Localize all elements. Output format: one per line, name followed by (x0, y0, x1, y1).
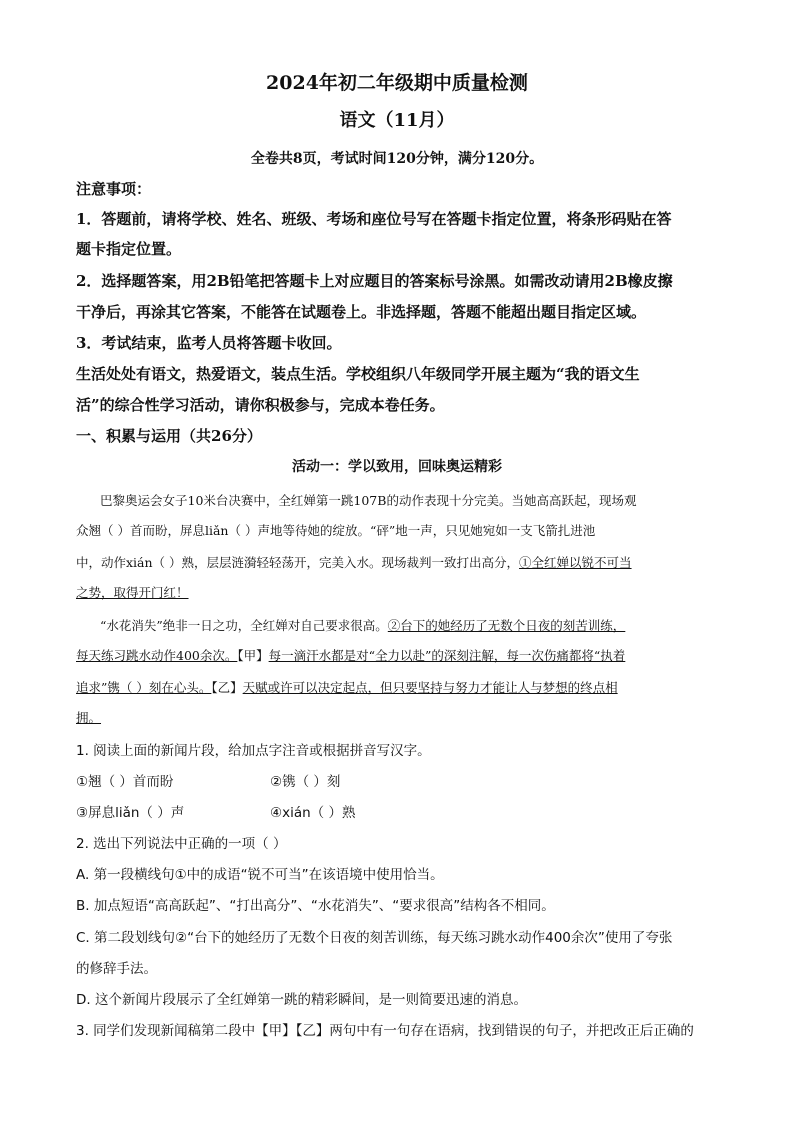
exam-info: 全卷共8页，考试时间120分钟，满分120分。 (250, 151, 544, 167)
notice-item: 题卡指定位置。 (76, 240, 182, 258)
notice-item: 2．选择题答案，用2B铅笔把答题卡上对应题目的答案标号涂黑。如需改动请用2B橡皮擦 (76, 272, 673, 290)
marker-yi: 【乙】 (211, 680, 243, 695)
sentence-jia: 每一滴汗水都是对“全力以赴”的深刻注解，每一次伤痛都将“执着 (268, 648, 626, 663)
underlined-sentence-2: ②台下的她经历了无数个日夜的刻苦训练， (387, 618, 626, 633)
sentence-yi: 天赋或许可以决定起点，但只要坚持与努力才能让人与梦想的终点相 (242, 680, 618, 695)
q1-option: ③屏息liǎn（ ）声 (76, 805, 185, 821)
q2-option: C. 第二段划线句②“台下的她经历了无数个日夜的刻苦训练，每天练习跳水动作400余次”使用了夸张 (76, 930, 673, 946)
passage-text: 追求”镌（ ）刻在心头。 (76, 680, 212, 695)
q2-option: D. 这个新闻片段展示了全红婵第一跳的精彩瞬间，是一则简要迅速的消息。 (76, 992, 527, 1008)
passage-line (100, 616, 625, 634)
notice-item: 3．考试结束，监考人员将答题卡收回。 (76, 334, 342, 352)
activity-heading: 活动一：学以致用，回味奥运精彩 (292, 459, 502, 475)
question-3: 3. 同学们发现新闻稿第二段中【甲】【乙】两句中有一句存在语病，找到错误的句子，并把改正后正确的 (76, 1023, 694, 1039)
q1-option: ②镌（ ）刻 (270, 774, 341, 790)
section-heading: 一、积累与运用（共26分） (76, 427, 262, 445)
question-2: 2. 选出下列说法中正确的一项（ ） (76, 836, 287, 852)
passage-text: “水花消失”绝非一日之功，全红婵对自己要求很高。 (100, 618, 388, 633)
passage-line (76, 646, 625, 664)
passage-line (76, 678, 618, 696)
passage-text: 中，动作xián（ ）熟，层层涟漪轻轻荡开，完美入水。现场裁判一致打出高分， (76, 555, 520, 570)
q2-option: A. 第一段横线句①中的成语“锐不可当”在该语境中使用恰当。 (76, 867, 444, 883)
marker-jia: 【甲】 (237, 648, 269, 663)
passage-line: 拥。 (76, 710, 102, 725)
passage-line: 众翘（ ）首而盼，屏息liǎn（ ）声地等待她的绽放。“砰”地一声，只见她宛如一支飞箭扎进池 (76, 523, 596, 538)
q1-option: ④xián（ ）熟 (270, 805, 356, 821)
notice-item: 1．答题前，请将学校、姓名、班级、考场和座位号写在答题卡指定位置，将条形码贴在答 (76, 210, 672, 228)
passage-line: 巴黎奥运会女子10米台决赛中，全红婵第一跳107B的动作表现十分完美。当她高高跃起，现场观 (100, 493, 637, 508)
notice-heading: 注意事项： (76, 180, 152, 198)
q2-option: B. 加点短语“高高跃起”、“打出高分”、“水花消失”、“要求很高”结构各不相同。 (76, 898, 555, 914)
exam-title: 2024年初二年级期中质量检测 (266, 72, 528, 94)
question-1: 1. 阅读上面的新闻片段，给加点字注音或根据拼音写汉字。 (76, 743, 431, 759)
passage-line (76, 553, 632, 571)
q1-option: ①翘（ ）首而盼 (76, 774, 174, 790)
passage-text: 每天练习跳水动作400余次。 (76, 648, 238, 663)
intro-text: 生活处处有语文，热爱语文，装点生活。学校组织八年级同学开展主题为“我的语文生 (76, 365, 640, 383)
exam-subject: 语文（11月） (339, 110, 455, 131)
notice-item: 干净后，再涂其它答案，不能答在试题卷上。非选择题，答题不能超出题目指定区域。 (76, 303, 647, 321)
q2-option: 的修辞手法。 (76, 961, 157, 977)
intro-text: 活”的综合性学习活动，请你积极参与，完成本卷任务。 (76, 396, 445, 414)
passage-line: 之势，取得开门红！ (76, 585, 189, 600)
underlined-sentence-1: ①全红婵以锐不可当 (519, 555, 632, 570)
